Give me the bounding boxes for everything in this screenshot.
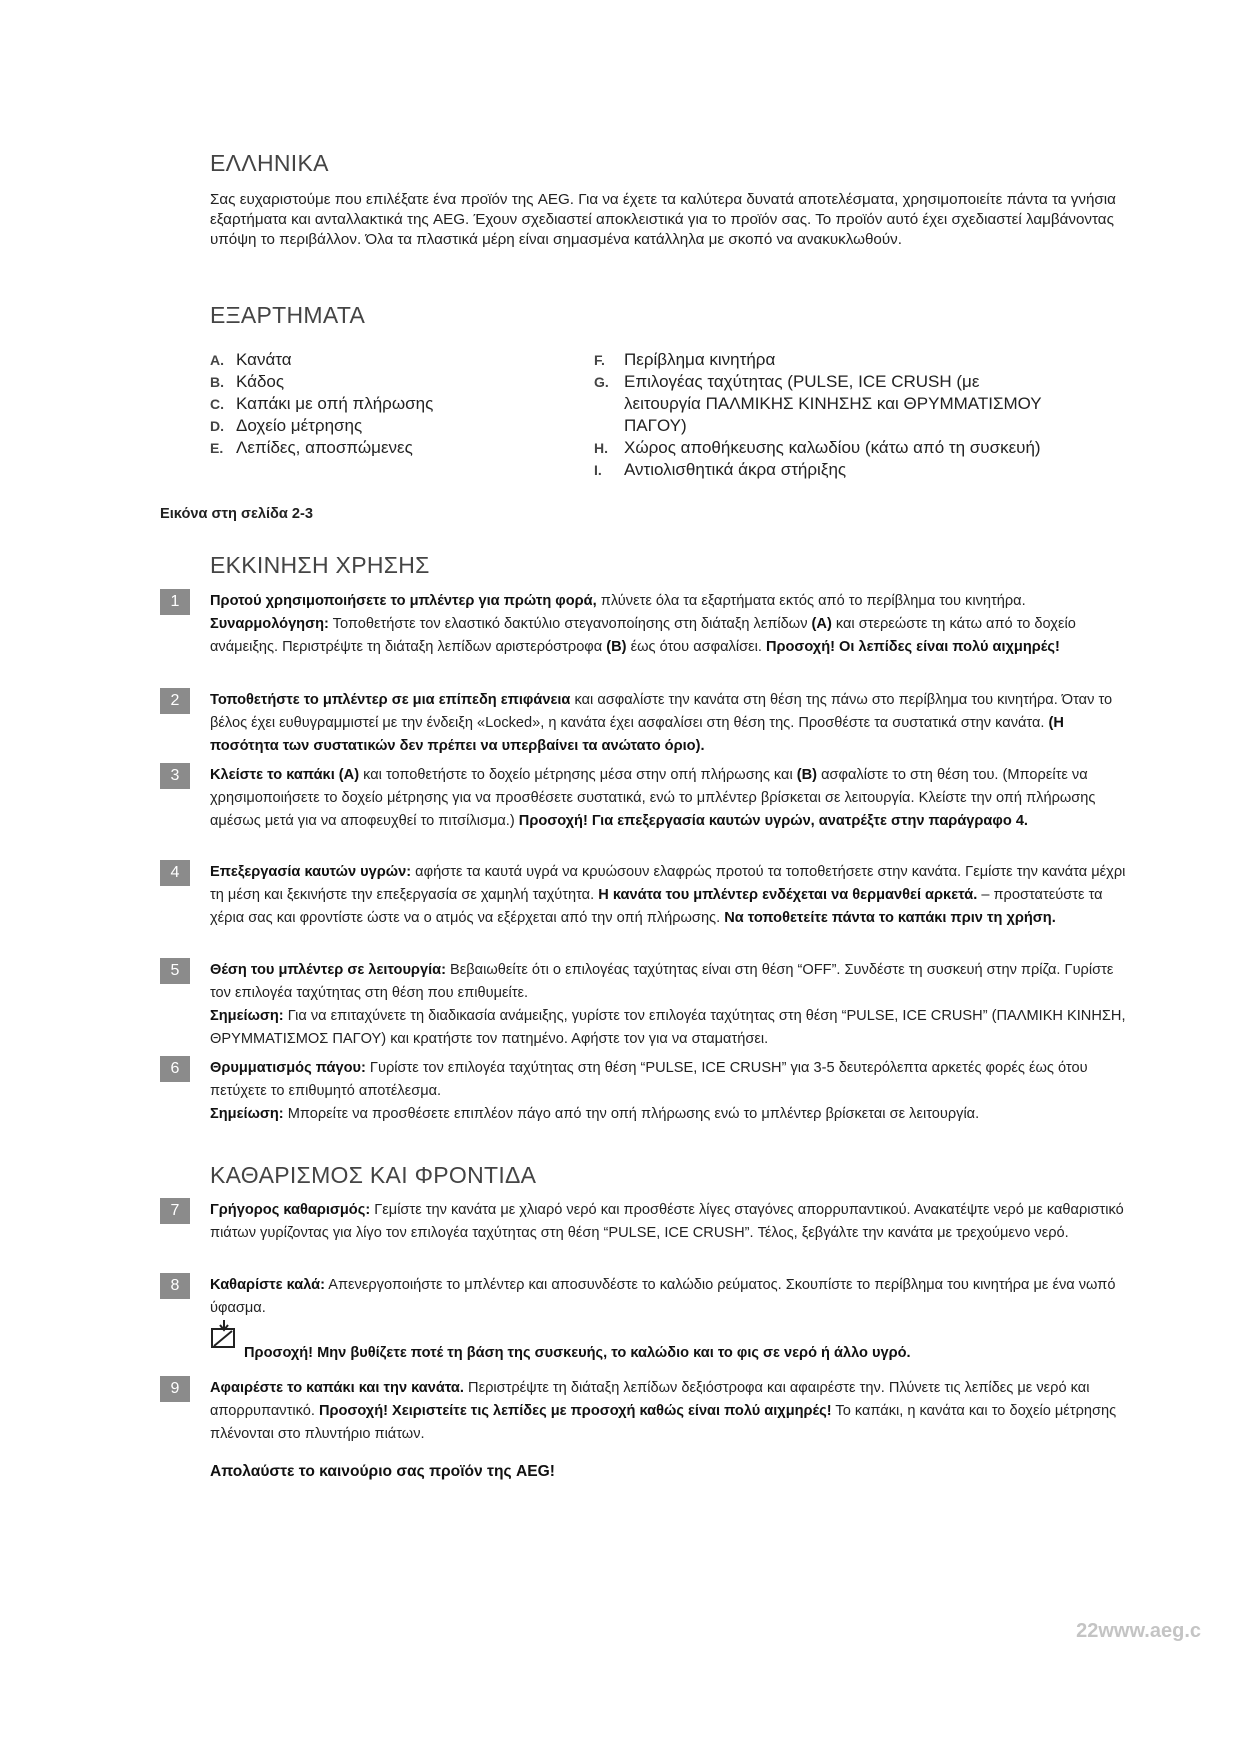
step-number: 6: [160, 1056, 190, 1082]
parts-list-right: [594, 349, 1154, 481]
list-item: G. Επιλογέας ταχύτητας (PULSE, ICE CRUSH (με: [594, 372, 980, 391]
list-item: C. Καπάκι με οπή πλήρωσης: [210, 394, 434, 413]
step-4-text: Επεξεργασία καυτών υγρών: αφήστε τα καυτά υγρά να κρυώσουν ελαφρώς προτού τα τοποθετήσετε στην κανάτα. Γεμίστε την κανάτα μέχρι τη μέση και ξεκινήστε την επεξεργασία σε χαμηλή ταχύτητα. Η κανάτα του μπλέντερ ενδέχεται να θερμανθεί αρκετά. – προστατεύστε τα χέρια σας και φροντίστε ώστε να ο ατμός να εξέρχεται από την οπή πλήρωσης. Να τοποθετείτε πάντα το καπάκι πριν τη χρήση.: [210, 864, 1126, 926]
step-number: 4: [160, 860, 190, 886]
list-item: B. Κάδος: [210, 372, 285, 391]
closing-line: Απολαύστε το καινούριο σας προϊόν της AEG!: [210, 1463, 555, 1480]
list-item: I. Αντιολισθητικά άκρα στήριξης: [594, 460, 847, 479]
step-number: 3: [160, 763, 190, 789]
step-number: 5: [160, 958, 190, 984]
page-footer: 22www.aeg.c: [1076, 1620, 1201, 1642]
step-9-text: Αφαιρέστε το καπάκι και την κανάτα. Περιστρέψτε τη διάταξη λεπίδων δεξιόστροφα και αφαιρέστε την. Πλύνετε τις λεπίδες με νερό και απορρυπαντικό. Προσοχή! Χειριστείτε τις λεπίδες με προσοχή καθώς είναι πολύ αιχμηρές! Το καπάκι, η κανάτα και το δοχείο μέτρησης πλένονται στο πλυντήριο πιάτων.: [210, 1380, 1117, 1442]
step-number: 9: [160, 1376, 190, 1402]
step-1-text: Προτού χρησιμοποιήσετε το μπλέντερ για πρώτη φορά, πλύνετε όλα τα εξαρτήματα εκτός από το περίβλημα του κινητήρα. Συναρμολόγηση: Τοποθετήστε τον ελαστικό δακτύλιο στεγανοποίησης στη διάταξη λεπίδων (A) και στερεώστε τη κάτω από το δοχείο ανάμειξης. Περιστρέψτε τη διάταξη λεπίδων αριστερόστροφα (B) έως ότου ασφαλίσει. Προσοχή! Οι λεπίδες είναι πολύ αιχμηρές!: [210, 593, 1076, 655]
list-item: E. Λεπίδες, αποσπώμενες: [210, 438, 413, 457]
usage-title: ΕΚΚΙΝΗΣΗ ΧΡΗΣΗΣ: [210, 552, 430, 578]
language-title: ΕΛΛΗΝΙΚΑ: [210, 150, 329, 176]
step-2-text: Τοποθετήστε το μπλέντερ σε μια επίπεδη επιφάνεια και ασφαλίστε την κανάτα στη θέση της πάνω στο περίβλημα του κινητήρα. Όταν το βέλος έχει ευθυγραμμιστεί με την ένδειξη «Locked», η κανάτα έχει ασφαλίσει στη θέση της. Προσθέστε τα συστατικά στην κανάτα. (Η ποσότητα των συστατικών δεν πρέπει να υπερβαίνει τα ανώτατο όριο).: [210, 692, 1113, 754]
figure-reference: Εικόνα στη σελίδα 2-3: [160, 506, 314, 522]
list-item-continuation: λειτουργία ΠΑΛΜΙΚΗΣ ΚΙΝΗΣΗΣ και ΘΡΥΜΜΑΤΙΣΜΟΥ: [624, 394, 1042, 413]
intro-text: Σας ευχαριστούμε που επιλέξατε ένα προϊόν της AEG. Για να έχετε τα καλύτερα δυνατά αποτελέσματα, χρησιμοποιείτε πάντα τα γνήσια εξαρτήματα και ανταλλακτικά της AEG. Έχουν σχεδιαστεί αποκλειστικά για το προϊόν σας. Το προϊόν αυτό έχει σχεδιαστεί λαμβάνοντας υπόψη το περιβάλλον. Όλα τα πλαστικά μέρη είναι σημασμένα κατάλληλα με σκοπό να ανακυκλωθούν.: [210, 191, 1116, 248]
step-number: 2: [160, 688, 190, 714]
list-item: D. Δοχείο μέτρησης: [210, 416, 363, 435]
list-item: H. Χώρος αποθήκευσης καλωδίου (κάτω από τη συσκευή): [594, 438, 1041, 457]
parts-list-left: [210, 349, 570, 459]
list-item: F. Περίβλημα κινητήρα: [594, 350, 776, 369]
step-3-text: Κλείστε το καπάκι (A) και τοποθετήστε το δοχείο μέτρησης μέσα στην οπή πλήρωσης και (B) ασφαλίστε το στη θέση του. (Μπορείτε να χρησιμοποιήσετε το δοχείο μέτρησης για να προσθέσετε συστατικά, ενώ το μπλέντερ βρίσκεται σε λειτουργία. Κλείστε την οπή πλήρωσης αμέσως μετά για να αποφευχθεί το πιτσίλισμα.) Προσοχή! Για επεξεργασία καυτών υγρών, ανατρέξτε στην παράγραφο 4.: [210, 767, 1096, 829]
step-number: 8: [160, 1273, 190, 1299]
step-5-text: Θέση του μπλέντερ σε λειτουργία: Βεβαιωθείτε ότι ο επιλογέας ταχύτητας είναι στη θέση “OFF”. Συνδέστε τη συσκευή στην πρίζα. Γυρίστε τον επιλογέα ταχύτητας στη θέση που επιθυμείτε. Σημείωση: Για να επιταχύνετε τη διαδικασία ανάμειξης, γυρίστε τον επιλογέα ταχύτητας στη θέση “PULSE, ICE CRUSH” (ΠΑΛΜΙΚΗ ΚΙΝΗΣΗ, ΘΡΥΜΜΑΤΙΣΜΟΣ ΠΑΓΟΥ) και κρατήστε τον πατημένο. Αφήστε τον για να σταματήσει.: [210, 962, 1126, 1047]
list-item: A. Κανάτα: [210, 350, 292, 369]
step-6-text: Θρυμματισμός πάγου: Γυρίστε τον επιλογέα ταχύτητας στη θέση “PULSE, ICE CRUSH” για 3-5 δευτερόλεπτα αρκετές φορές έως ότου πετύχετε το επιθυμητό αποτέλεσμα. Σημείωση: Μπορείτε να προσθέσετε επιπλέον πάγο από την οπή πλήρωσης ενώ το μπλέντερ βρίσκεται σε λειτουργία.: [210, 1060, 1088, 1122]
parts-title: ΕΞΑΡΤΗΜΑΤΑ: [210, 302, 366, 328]
step-number: 7: [160, 1198, 190, 1224]
step-number: 1: [160, 589, 190, 615]
list-item-continuation: ΠΑΓΟΥ): [624, 416, 687, 435]
cleaning-title: ΚΑΘΑΡΙΣΜΟΣ ΚΑΙ ΦΡΟΝΤΙΔΑ: [210, 1162, 537, 1188]
immersion-warning: Προσοχή! Μην βυθίζετε ποτέ τη βάση της συσκευής, το καλώδιο και το φις σε νερό ή άλλο υγρό.: [244, 1345, 911, 1361]
step-8-text: Καθαρίστε καλά: Απενεργοποιήστε το μπλέντερ και αποσυνδέστε το καλώδιο ρεύματος. Σκουπίστε το περίβλημα του κινητήρα με ένα νωπό ύφασμα.: [210, 1277, 1116, 1316]
no-immersion-icon: [210, 1320, 240, 1350]
step-7-text: Γρήγορος καθαρισμός: Γεμίστε την κανάτα με χλιαρό νερό και προσθέστε λίγες σταγόνες απορρυπαντικού. Ανακατέψτε νερό με καθαριστικό πιάτων γυρίζοντας για λίγο τον επιλογέα ταχύτητας στη θέση “PULSE, ICE CRUSH”. Τέλος, ξεβγάλτε την κανάτα με τρεχούμενο νερό.: [210, 1202, 1124, 1241]
